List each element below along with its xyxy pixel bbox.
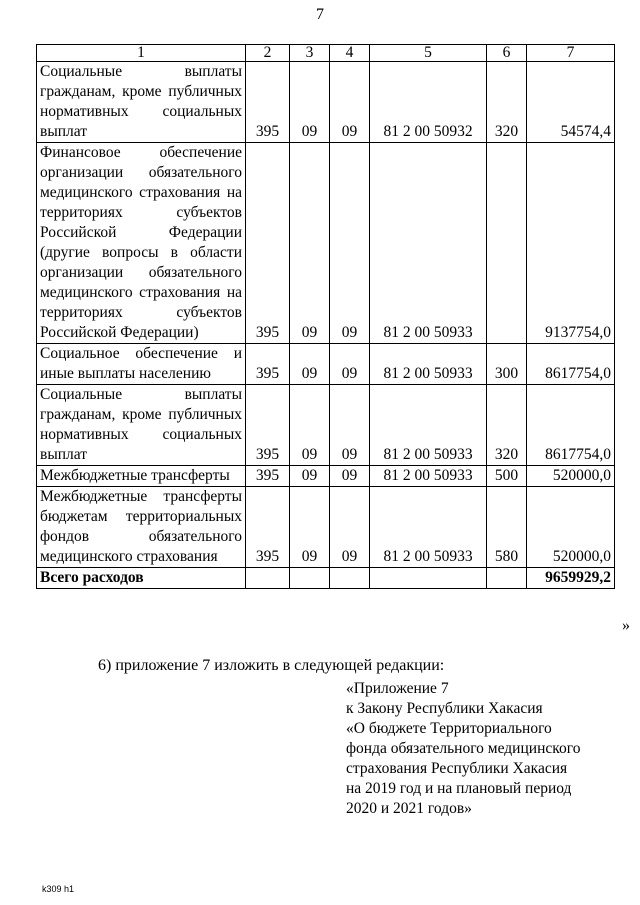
appendix-header-line: «О бюджете Территориального bbox=[346, 720, 552, 737]
table-row bbox=[37, 62, 615, 143]
row-name: Финансовое обеспечение организации обязательного медицинского страхования на территориях субъектов Российской Федерации (другие вопросы в области организации обязательного медицинского страхования на территориях субъектов Российской Федерации) bbox=[37, 143, 246, 344]
cell-amount: 8617754,0 bbox=[527, 344, 615, 385]
cell-expense-type: 320 bbox=[487, 62, 527, 143]
row-name: Социальные выплаты гражданам, кроме публичных нормативных социальных выплат bbox=[37, 385, 246, 466]
cell-target-article: 81 2 00 50933 bbox=[370, 143, 487, 344]
column-header: 7 bbox=[527, 45, 615, 62]
appendix-header-line: 2020 и 2021 годов» bbox=[346, 800, 472, 817]
amendment-text: 6) приложение 7 изложить в следующей редакции: bbox=[98, 657, 445, 674]
cell-subsection: 09 bbox=[330, 487, 370, 568]
cell-subsection: 09 bbox=[330, 344, 370, 385]
appendix-header-line: страхования Республики Хакасия bbox=[346, 760, 568, 777]
table-header-row bbox=[37, 45, 615, 62]
cell-admin-code: 395 bbox=[246, 385, 290, 466]
cell-amount: 520000,0 bbox=[527, 487, 615, 568]
cell-amount: 8617754,0 bbox=[527, 385, 615, 466]
cell-target-article: 81 2 00 50932 bbox=[370, 62, 487, 143]
cell-subsection: 09 bbox=[330, 143, 370, 344]
column-header: 3 bbox=[290, 45, 330, 62]
empty-cell bbox=[246, 568, 290, 589]
empty-cell bbox=[290, 568, 330, 589]
appendix-header-line: фонда обязательного медицинского bbox=[346, 740, 581, 757]
cell-admin-code: 395 bbox=[246, 62, 290, 143]
page-number: 7 bbox=[316, 6, 324, 23]
total-label: Всего расходов bbox=[37, 568, 246, 589]
cell-subsection: 09 bbox=[330, 385, 370, 466]
table-row bbox=[37, 344, 615, 385]
cell-subsection: 09 bbox=[330, 62, 370, 143]
cell-target-article: 81 2 00 50933 bbox=[370, 385, 487, 466]
appendix-header-line: «Приложение 7 bbox=[346, 680, 449, 697]
cell-target-article: 81 2 00 50933 bbox=[370, 344, 487, 385]
empty-cell bbox=[370, 568, 487, 589]
cell-admin-code: 395 bbox=[246, 487, 290, 568]
column-header: 4 bbox=[330, 45, 370, 62]
empty-cell bbox=[487, 568, 527, 589]
cell-amount: 9137754,0 bbox=[527, 143, 615, 344]
cell-amount: 54574,4 bbox=[527, 62, 615, 143]
row-name: Социальное обеспечение и иные выплаты населению bbox=[37, 344, 246, 385]
column-header: 5 bbox=[370, 45, 487, 62]
cell-target-article: 81 2 00 50933 bbox=[370, 466, 487, 487]
cell-target-article: 81 2 00 50933 bbox=[370, 487, 487, 568]
table-row bbox=[37, 385, 615, 466]
cell-section: 09 bbox=[290, 487, 330, 568]
cell-admin-code: 395 bbox=[246, 143, 290, 344]
column-header: 1 bbox=[37, 45, 246, 62]
appendix-header-line: на 2019 год и на плановый период bbox=[346, 780, 572, 797]
table-row bbox=[37, 466, 615, 487]
cell-section: 09 bbox=[290, 344, 330, 385]
budget-table bbox=[36, 44, 615, 589]
row-name: Социальные выплаты гражданам, кроме публичных нормативных социальных выплат bbox=[37, 62, 246, 143]
total-row bbox=[37, 568, 615, 589]
table-row bbox=[37, 143, 615, 344]
cell-section: 09 bbox=[290, 143, 330, 344]
cell-admin-code: 395 bbox=[246, 466, 290, 487]
table-row bbox=[37, 487, 615, 568]
row-name: Межбюджетные трансферты bbox=[37, 466, 246, 487]
row-name: Межбюджетные трансферты бюджетам территориальных фондов обязательного медицинского страхования bbox=[37, 487, 246, 568]
cell-expense-type: 500 bbox=[487, 466, 527, 487]
appendix-header-line: к Закону Республики Хакасия bbox=[346, 700, 543, 717]
document-code: k309 h1 bbox=[42, 884, 75, 894]
cell-expense-type: 580 bbox=[487, 487, 527, 568]
appendix-header bbox=[346, 679, 626, 819]
cell-amount: 520000,0 bbox=[527, 466, 615, 487]
cell-section: 09 bbox=[290, 466, 330, 487]
cell-admin-code: 395 bbox=[246, 344, 290, 385]
cell-expense-type bbox=[487, 143, 527, 344]
cell-expense-type: 320 bbox=[487, 385, 527, 466]
column-header: 6 bbox=[487, 45, 527, 62]
closing-quote: » bbox=[622, 617, 630, 634]
cell-section: 09 bbox=[290, 62, 330, 143]
cell-expense-type: 300 bbox=[487, 344, 527, 385]
cell-subsection: 09 bbox=[330, 466, 370, 487]
column-header: 2 bbox=[246, 45, 290, 62]
empty-cell bbox=[330, 568, 370, 589]
total-amount: 9659929,2 bbox=[527, 568, 615, 589]
cell-section: 09 bbox=[290, 385, 330, 466]
